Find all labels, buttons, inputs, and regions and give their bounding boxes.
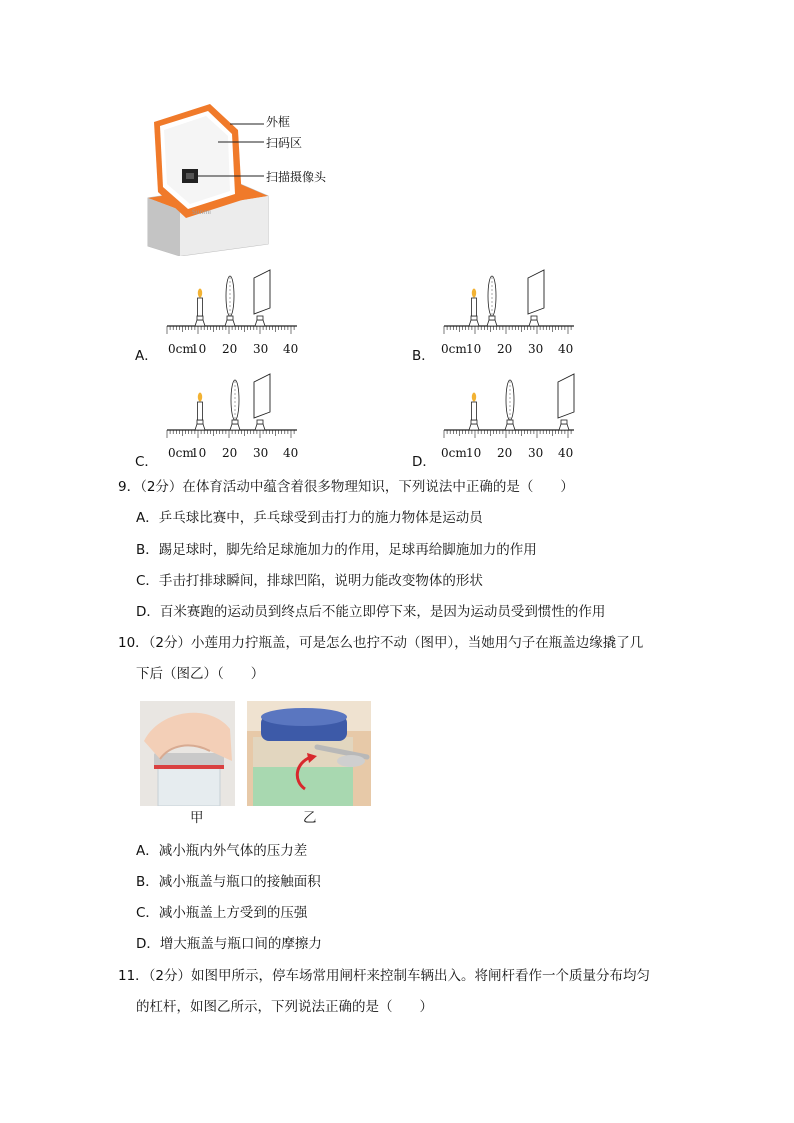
q10-option-d[interactable]: D．增大瓶盖与瓶口间的摩擦力	[136, 936, 322, 952]
q10-option-a[interactable]: A．减小瓶内外气体的压力差	[136, 843, 308, 859]
ruler-tick-10: 10	[191, 446, 207, 460]
candle	[198, 298, 203, 316]
light-screen	[254, 270, 270, 314]
candle	[472, 402, 477, 420]
photo-jia	[140, 701, 235, 806]
candle-holder	[469, 420, 479, 430]
option-b-diagram	[412, 268, 582, 363]
brand-logo: Sunmi	[192, 209, 211, 216]
screen-holder	[255, 420, 265, 430]
scanner-drawing	[140, 96, 370, 256]
candle-holder	[195, 316, 205, 326]
ruler-tick-10: 10	[191, 342, 207, 356]
ruler-tick-20: 20	[497, 446, 513, 460]
ruler-tick-20: 20	[497, 342, 513, 356]
scanner-figure	[140, 96, 370, 256]
q9-stem: 9．（2分）在体育活动中蕴含着很多物理知识，下列说法中正确的是（ ）	[118, 479, 574, 495]
ruler-unit: 0cm	[441, 446, 467, 460]
ruler-tick-30: 30	[528, 342, 544, 356]
photo-yi	[247, 701, 371, 806]
ruler-tick-10: 10	[466, 446, 482, 460]
candle-holder	[195, 420, 205, 430]
candle-flame	[198, 393, 202, 402]
q9-option-b[interactable]: B．踢足球时，脚先给足球施加力的作用，足球再给脚施加力的作用	[136, 542, 537, 558]
light-screen	[558, 374, 574, 418]
ruler-tick-30: 30	[528, 446, 544, 460]
ruler-unit: 0cm	[168, 446, 194, 460]
candle	[472, 298, 477, 316]
ruler-tick-10: 10	[466, 342, 482, 356]
q11-stem-line2: 的杠杆，如图乙所示，下列说法正确的是（ ）	[136, 999, 433, 1015]
caption-jia: 甲	[190, 810, 204, 826]
q10-stem-line2: 下后（图乙）（ ）	[136, 666, 265, 682]
label-scan-area: 扫码区	[266, 136, 303, 150]
q10-stem-line1: 10．（2分）小莲用力拧瓶盖，可是怎么也拧不动（图甲），当她用勺子在瓶盖边缘撬了几	[118, 635, 644, 651]
screen-holder	[529, 316, 539, 326]
option-d-diagram	[412, 372, 582, 470]
option-c-letter: C．	[135, 454, 158, 470]
label-frame: 外框	[266, 115, 291, 129]
light-screen	[528, 270, 544, 314]
ruler-tick-30: 30	[253, 446, 269, 460]
option-a-letter: A．	[135, 348, 158, 364]
screen-holder	[559, 420, 569, 430]
ruler-tick-20: 20	[222, 342, 238, 356]
candle-flame	[198, 289, 202, 298]
q9-option-d[interactable]: D．百米赛跑的运动员到终点后不能立即停下来，是因为运动员受到惯性的作用	[136, 604, 606, 620]
candle	[198, 402, 203, 420]
ruler-tick-40: 40	[558, 342, 574, 356]
candle-flame	[472, 289, 476, 298]
ruler-tick-30: 30	[253, 342, 269, 356]
lens-holder	[230, 420, 240, 430]
q9-option-a[interactable]: A．乒乓球比赛中，乒乓球受到击打力的施力物体是运动员	[136, 510, 483, 526]
lens-holder	[225, 316, 235, 326]
light-screen	[254, 374, 270, 418]
q10-option-c[interactable]: C．减小瓶盖上方受到的压强	[136, 905, 308, 921]
option-b-letter: B．	[412, 348, 435, 364]
ruler-tick-40: 40	[283, 342, 299, 356]
ruler-tick-40: 40	[283, 446, 299, 460]
q10-option-b[interactable]: B．减小瓶盖与瓶口的接触面积	[136, 874, 321, 890]
q9-option-c[interactable]: C．手击打排球瞬间，排球凹陷，说明力能改变物体的形状	[136, 573, 483, 589]
q11-stem-line1: 11．（2分）如图甲所示，停车场常用闸杆来控制车辆出入。将闸杆看作一个质量分布均匀	[118, 968, 651, 984]
ruler-unit: 0cm	[441, 342, 467, 356]
candle-holder	[469, 316, 479, 326]
label-camera: 扫描摄像头	[266, 170, 327, 184]
caption-yi: 乙	[303, 810, 317, 826]
option-a-diagram	[135, 268, 305, 363]
option-d-letter: D．	[412, 454, 436, 470]
ruler-tick-20: 20	[222, 446, 238, 460]
screen-holder	[255, 316, 265, 326]
candle-flame	[472, 393, 476, 402]
ruler-unit: 0cm	[168, 342, 194, 356]
lens-holder	[487, 316, 497, 326]
lens-holder	[505, 420, 515, 430]
option-c-diagram	[135, 372, 305, 470]
ruler-tick-40: 40	[558, 446, 574, 460]
